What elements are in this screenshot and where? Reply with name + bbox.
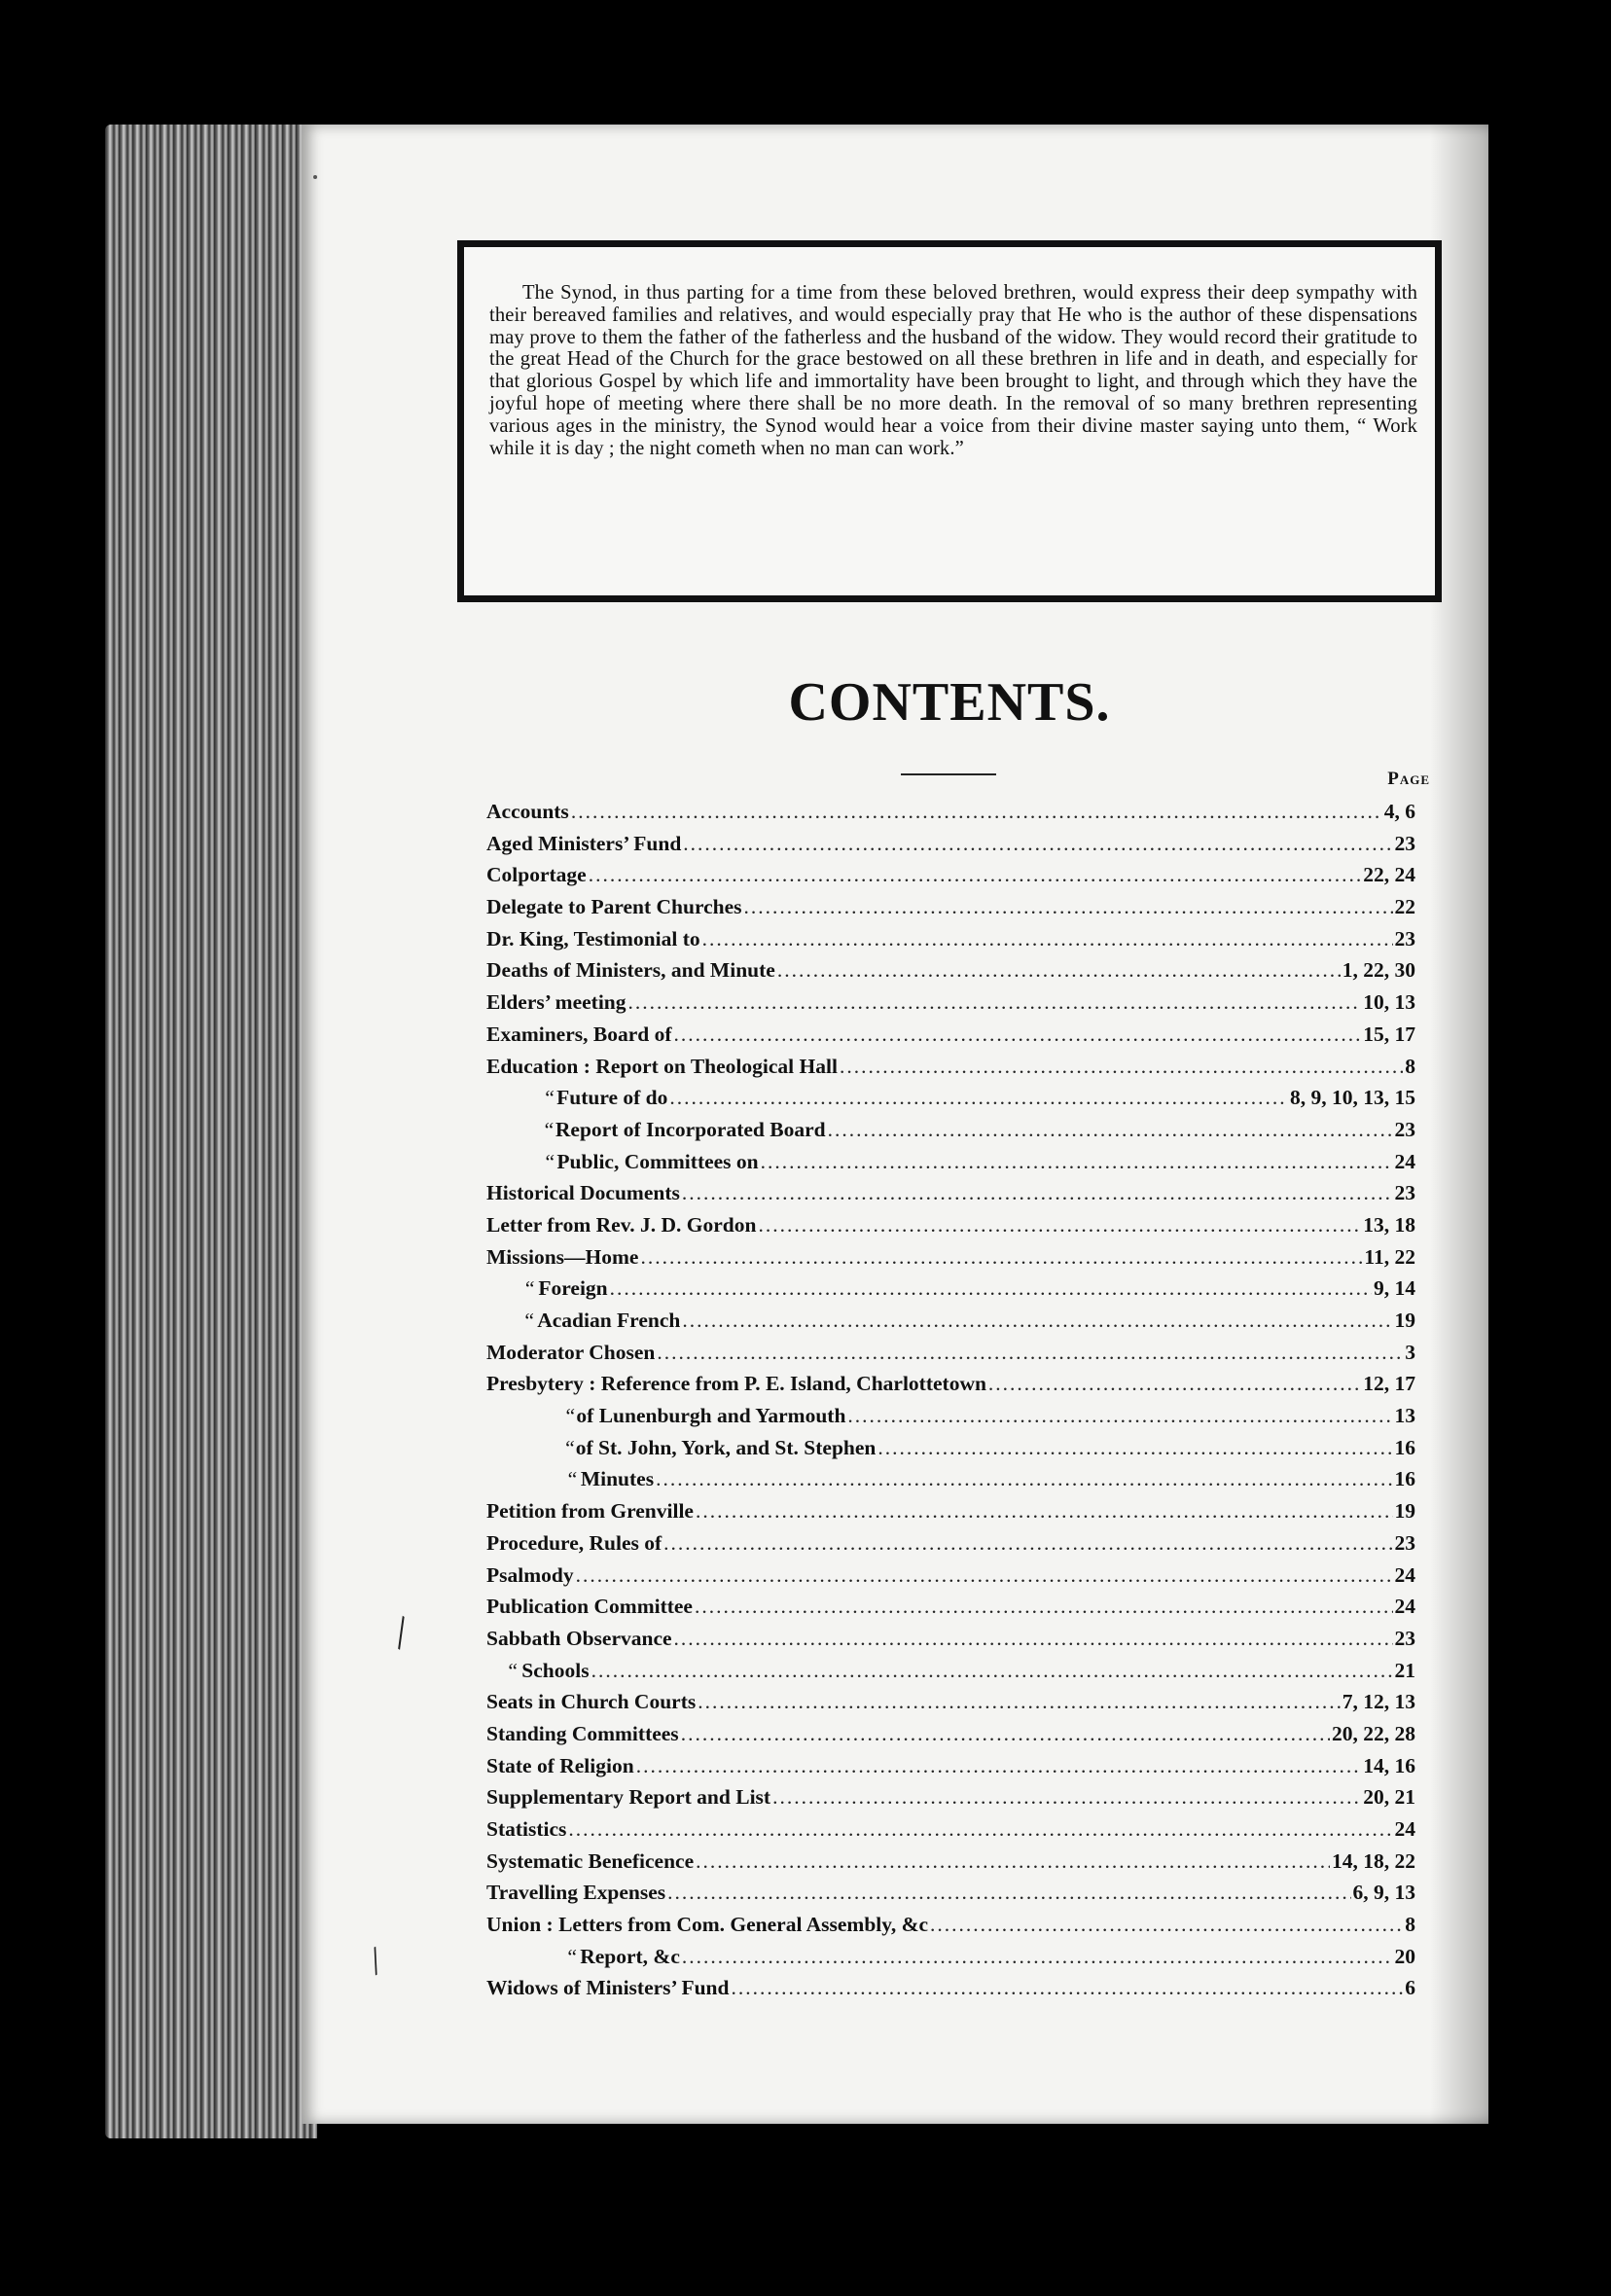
dot-leader [591,1659,1393,1683]
dot-leader [610,1276,1372,1301]
toc-page: 14, 18, 22 [1332,1848,1415,1873]
toc-entry[interactable] [486,1467,1415,1499]
toc-label: Seats in Church Courts [486,1690,697,1714]
dot-leader [695,1595,1393,1619]
toc-entry[interactable] [486,1849,1415,1882]
toc-label: Examiners, Board of [486,1022,672,1046]
toc-entry[interactable] [486,1118,1415,1150]
ditto-mark: “ [567,1944,577,1968]
toc-entry[interactable] [486,1563,1415,1596]
dot-leader [656,1467,1392,1491]
book-page-edges [105,125,317,2138]
dot-leader [682,1309,1392,1333]
dot-leader [628,990,1362,1015]
dot-leader [761,1150,1393,1174]
toc-label: Schools [521,1658,590,1682]
toc-entry[interactable] [486,1913,1415,1945]
dot-leader [669,1086,1288,1110]
toc-entry[interactable] [486,1372,1415,1404]
toc-page: 16 [1394,1467,1415,1491]
toc-entry[interactable] [486,1499,1415,1531]
toc-entry[interactable] [486,1150,1415,1182]
toc-page: 3 [1405,1340,1415,1364]
toc-page: 24 [1394,1817,1415,1841]
toc-page: 19 [1394,1499,1415,1524]
ditto-mark: “ [565,1435,575,1459]
toc-entry[interactable] [486,1754,1415,1786]
toc-page: 6, 9, 13 [1352,1881,1415,1905]
dot-leader [682,1945,1393,1969]
contents-title: CONTENTS. [788,672,1111,733]
toc-label: Minutes [580,1467,655,1491]
toc-label: Petition from Grenville [486,1499,694,1524]
ditto-mark: “ [544,1117,555,1141]
dot-leader [568,1817,1392,1842]
dot-leader [696,1499,1393,1524]
toc-label: Statistics [486,1817,567,1841]
toc-entry[interactable] [486,1309,1415,1341]
toc-label: Travelling Expenses [486,1881,666,1905]
toc-label: Sabbath Observance [486,1626,672,1650]
toc-page: 23 [1394,1117,1415,1141]
toc-label: Procedure, Rules of [486,1530,662,1555]
toc-page: 15, 17 [1363,1022,1415,1046]
toc-page: 23 [1394,1181,1415,1205]
toc-page: 11, 22 [1364,1244,1415,1269]
toc-entry[interactable] [486,1404,1415,1436]
toc-page: 14, 16 [1363,1753,1415,1777]
dot-leader [657,1341,1403,1365]
toc-page: 24 [1394,1595,1415,1619]
toc-label: Colportage [486,863,587,887]
margin-pencil-mark: ╱ [364,1948,388,1976]
toc-entry[interactable] [486,958,1415,990]
toc-page: 23 [1394,1626,1415,1650]
toc-label: Publication Committee [486,1595,693,1619]
ditto-mark: “ [508,1658,518,1682]
toc-entry[interactable] [486,1690,1415,1722]
toc-label: Union : Letters from Com. General Assembly, &c [486,1913,929,1937]
toc-entry[interactable] [486,1055,1415,1087]
dot-leader [772,1785,1361,1810]
toc-page: 4, 6 [1383,800,1415,823]
toc-label: Acadian French [537,1309,681,1332]
toc-entry[interactable] [486,1213,1415,1245]
toc-label: Letter from Rev. J. D. Gordon [486,1212,757,1237]
dot-leader [988,1372,1361,1396]
toc-label: Moderator Chosen [486,1340,656,1364]
toc-entry[interactable] [486,1881,1415,1913]
toc-page: 23 [1394,1530,1415,1555]
toc-entry[interactable] [486,1817,1415,1849]
dot-leader [877,1436,1392,1460]
toc-page: 23 [1394,926,1415,951]
toc-page: 8 [1405,1054,1415,1078]
dot-leader [636,1754,1362,1778]
toc-page: 20, 21 [1363,1785,1415,1810]
dot-leader [702,927,1393,951]
ditto-mark: “ [545,1086,555,1110]
toc-entry[interactable] [486,927,1415,959]
toc-page: 6 [1405,1976,1415,2000]
dot-leader [731,1976,1403,2000]
toc-page: 7, 12, 13 [1342,1690,1415,1714]
toc-label: Elders’ meeting [486,990,626,1015]
toc-page: 8 [1405,1913,1415,1937]
toc-entry[interactable] [486,1785,1415,1817]
toc-page: 20, 22, 28 [1332,1721,1415,1745]
dot-leader [696,1849,1330,1874]
toc-label: Future of do [556,1086,668,1110]
toc-page: 21 [1394,1658,1415,1682]
toc-label: Report of Incorporated Board [555,1117,826,1141]
contents-list [486,800,1415,2008]
notice-paragraph: The Synod, in thus parting for a time from these beloved brethren, would express their deep sympathy with their bereaved families and relatives, and would especially pray that He who is the author of these dispensations may prove to them the father of the fatherless and the husband of the widow. They would record their gratitude to the great Head of the Church for the grace bestowed on all these brethren in life and in death, and especially for that glorious Gospel by which life and immortality have been brought to light, and through which they have the joyful hope of meeting where there shall be no more death. In the removal of so many brethren representing various ages in the ministry, the Synod would hear a voice from their divine master saying unto them, “ Work while it is day ; the night cometh when no man can work.” [489,282,1417,459]
page-column-label: Page [1387,769,1430,789]
toc-label: Report, &c [580,1944,680,1968]
dot-leader [930,1913,1403,1937]
toc-label: Systematic Beneficence [486,1848,695,1873]
dot-leader [589,863,1362,887]
ditto-mark: “ [524,1309,534,1332]
dot-leader [828,1118,1393,1142]
dot-leader [840,1055,1403,1079]
toc-label: Presbytery : Reference from P. E. Island, Charlottetown [486,1372,986,1396]
toc-entry[interactable] [486,1722,1415,1754]
toc-entry[interactable] [486,1595,1415,1627]
toc-page: 8, 9, 10, 13, 15 [1290,1086,1415,1110]
toc-entry[interactable] [486,1531,1415,1563]
toc-entry[interactable] [486,800,1415,832]
toc-entry[interactable] [486,1945,1415,1977]
toc-page: 1, 22, 30 [1342,958,1415,983]
toc-label: Dr. King, Testimonial to [486,926,700,951]
ditto-mark: “ [545,1149,555,1173]
dot-leader [681,1722,1330,1746]
toc-label: Standing Committees [486,1721,679,1745]
toc-page: 9, 14 [1374,1276,1415,1301]
toc-page: 23 [1394,831,1415,855]
toc-entry[interactable] [486,1181,1415,1213]
dot-leader [667,1881,1350,1905]
toc-label: Education : Report on Theological Hall [486,1054,838,1078]
toc-entry[interactable] [486,863,1415,895]
toc-entry[interactable] [486,832,1415,864]
toc-page: 24 [1394,1149,1415,1173]
toc-page: 13, 18 [1363,1212,1415,1237]
toc-label: Supplementary Report and List [486,1785,771,1810]
dot-leader [682,1181,1393,1205]
bordered-notice-box [457,240,1442,602]
dot-leader [674,1627,1393,1651]
toc-entry[interactable] [486,895,1415,927]
toc-entry[interactable] [486,1022,1415,1055]
toc-label: Foreign [538,1276,608,1301]
ditto-mark: “ [567,1467,578,1491]
toc-label: Deaths of Ministers, and Minute [486,958,775,983]
toc-entry[interactable] [486,1276,1415,1309]
toc-label: Aged Ministers’ Fund [486,831,682,855]
scan-spot [313,175,317,179]
toc-entry[interactable] [486,1245,1415,1277]
toc-entry[interactable] [486,1086,1415,1118]
dot-leader [571,800,1382,824]
toc-entry[interactable] [486,990,1415,1022]
toc-label: of Lunenburgh and Yarmouth [576,1404,846,1428]
toc-entry[interactable] [486,1436,1415,1468]
toc-label: of St. John, York, and St. Stephen [575,1435,877,1459]
toc-page: 16 [1394,1435,1415,1459]
dot-leader [698,1690,1341,1714]
toc-label: Missions—Home [486,1244,639,1269]
dot-leader [640,1245,1362,1270]
dot-leader [576,1563,1393,1588]
toc-label: State of Religion [486,1753,634,1777]
dot-leader [683,832,1392,856]
toc-entry[interactable] [486,1976,1415,2008]
toc-page: 13 [1394,1404,1415,1428]
toc-entry[interactable] [486,1341,1415,1373]
toc-label: Public, Committees on [556,1149,759,1173]
toc-page: 10, 13 [1363,990,1415,1015]
dot-leader [777,958,1341,983]
toc-entry[interactable] [486,1659,1415,1691]
toc-page: 12, 17 [1363,1372,1415,1396]
toc-label: Widows of Ministers’ Fund [486,1976,730,2000]
dot-leader [663,1531,1392,1556]
toc-label: Psalmody [486,1562,574,1587]
dot-leader [847,1404,1392,1428]
toc-entry[interactable] [486,1627,1415,1659]
toc-page: 20 [1394,1944,1415,1968]
ditto-mark: “ [565,1404,575,1428]
title-rule [901,773,996,775]
toc-label: Historical Documents [486,1181,680,1205]
dot-leader [744,895,1393,919]
toc-label: Accounts [486,800,569,823]
margin-pencil-mark: ╲ [385,1617,415,1650]
toc-page: 24 [1394,1562,1415,1587]
toc-page: 22 [1394,895,1415,919]
dot-leader [674,1022,1362,1047]
dot-leader [758,1213,1361,1238]
toc-label: Delegate to Parent Churches [486,895,742,919]
ditto-mark: “ [524,1276,535,1301]
toc-page: 22, 24 [1363,863,1415,887]
toc-page: 19 [1394,1309,1415,1332]
